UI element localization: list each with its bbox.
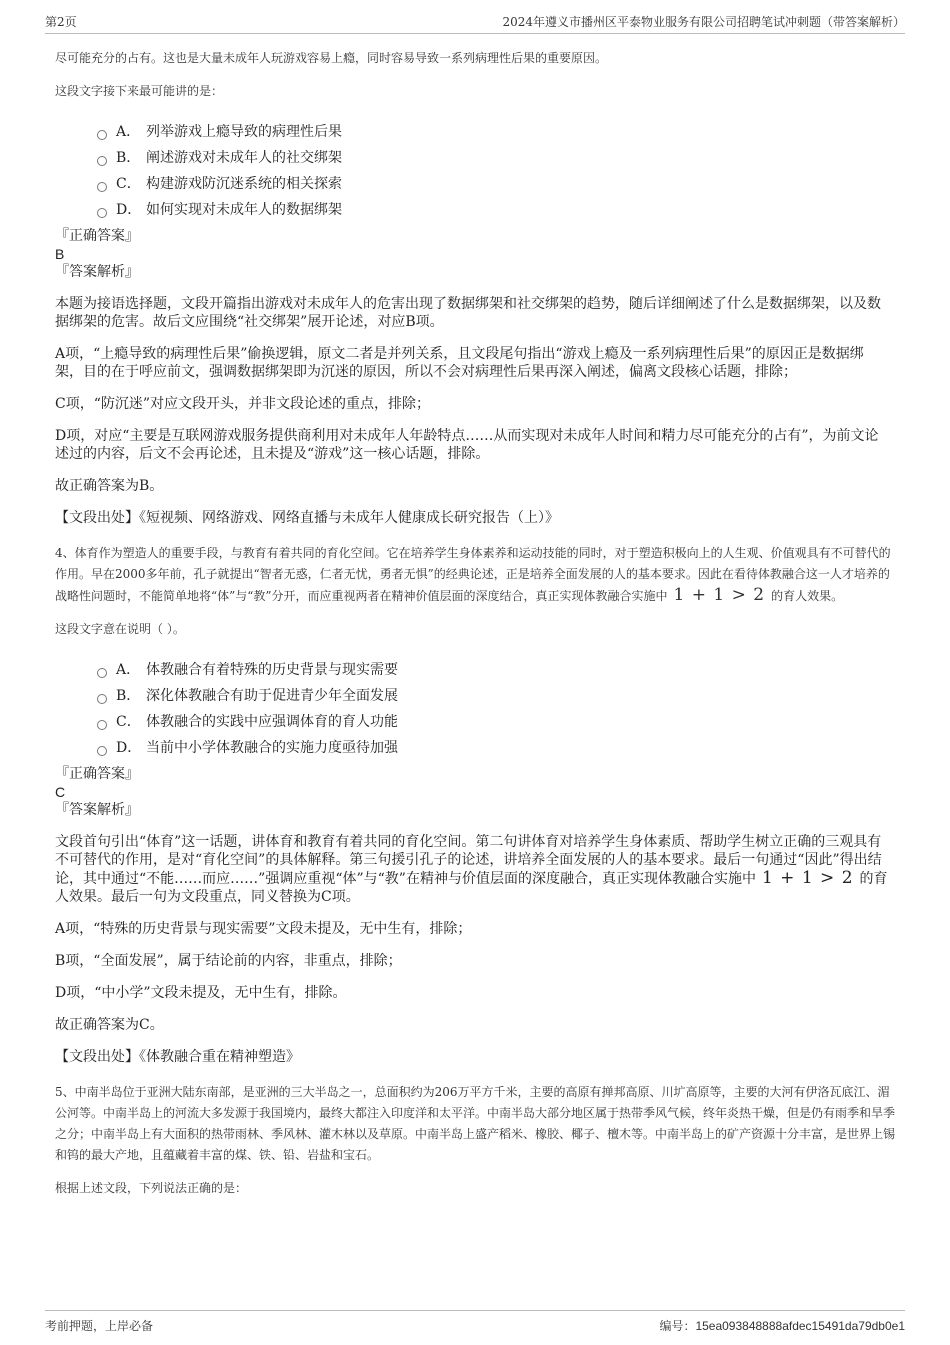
option-text: 体教融合有着特殊的历史背景与现实需要 — [146, 662, 398, 678]
option-text: 如何实现对未成年人的数据绑架 — [146, 202, 342, 218]
q3-option-d[interactable] — [97, 197, 900, 223]
q4-analysis-math-formula: 1 + 1 > 2 — [761, 868, 854, 888]
q4-analysis-text: 文段首句引出“体育”这一话题，讲体育和教育有着共同的育化空间。第二句讲体育对培养学生身体素质、帮助学生树立正确的三观具有不可替代的作用，是对“育化空间”的具体解释。第三句援引孔子的论述，讲培养全面发展的人的基本要求。最后一句通过“因此”得出结论，其中通过“不能……而应……”强调应重视“体”与“教”在精神与价值层面的深度融合，真正实现体教融合实施中 — [55, 834, 882, 887]
q3-analysis-para: 本题为接语选择题，文段开篇指出游戏对未成年人的危害出现了数据绑架和社交绑架的趋势，随后详细阐述了什么是数据绑架，以及数据绑架的危害。故后文应围绕“社交绑架”展开论述，对应B项。 — [55, 296, 881, 330]
option-letter: B． — [116, 688, 141, 704]
radio-icon[interactable] — [97, 208, 107, 218]
option-letter: D． — [116, 202, 142, 218]
document-id: 编号：15ea093848888afdec15491da79db0e1 — [659, 1319, 905, 1333]
radio-icon[interactable] — [97, 746, 107, 756]
option-text: 阐述游戏对未成年人的社交绑架 — [146, 150, 342, 166]
page-header — [45, 13, 905, 34]
q4-answer-label: 『正确答案』 — [55, 766, 139, 782]
q3-analysis-para: D项，对应“主要是互联网游戏服务提供商利用对未成年人年龄特点……从而实现对未成年人时间和精力尽可能充分的占有”，为前文论述过的内容，后文不会再论述，且未提及“游戏”这一核心话题，排除。 — [55, 428, 879, 462]
option-text: 深化体教融合有助于促进青少年全面发展 — [146, 688, 398, 704]
q4-passage-end: 的育人效果。 — [771, 589, 844, 603]
page-footer — [45, 1310, 905, 1333]
q4-analysis-text-end: 的育人效果。最后一句为文段重点，同义替换为C项。 — [55, 871, 888, 905]
q3-prompt: 这段文字接下来最可能讲的是： — [55, 84, 224, 98]
main-content — [55, 48, 900, 1216]
q4-analysis-para: B项，“全面发展”，属于结论前的内容，非重点，排除； — [55, 953, 402, 969]
q3-answer-label: 『正确答案』 — [55, 228, 139, 244]
q4-passage — [55, 543, 900, 607]
radio-icon[interactable] — [97, 668, 107, 678]
q4-analysis-para: 故正确答案为C。 — [55, 1017, 164, 1033]
q3-analysis-para: 故正确答案为B。 — [55, 478, 164, 494]
q4-option-c[interactable] — [97, 709, 900, 735]
q4-prompt: 这段文字意在说明（ ）。 — [55, 622, 185, 636]
option-letter: C． — [116, 176, 141, 192]
radio-icon[interactable] — [97, 130, 107, 140]
q3-answer: B — [55, 246, 65, 262]
q5-passage: 5、中南半岛位于亚洲大陆东南部，是亚洲的三大半岛之一，总面积约为206万平方千米，主要的高原有掸邦高原、川圹高原等，主要的大河有伊洛瓦底江、湄公河等。中南半岛上的河流大多发源于我国境内，最终大都注入印度洋和太平洋。中南半岛大部分地区属于热带季风气候，终年炎热干燥，但是仍有雨季和旱季之分；中南半岛上有大面积的热带雨林、季风林、灌木林以及草原。中南半岛上盛产稻米、橡胶、椰子、檀木等。中南半岛上的矿产资源十分丰富，是世界上锡和钨的最大产地，且蕴藏着丰富的煤、铁、铅、岩盐和宝石。 — [55, 1085, 896, 1162]
q4-option-a[interactable] — [97, 657, 900, 683]
q4-answer: C — [55, 784, 66, 800]
option-text: 体教融合的实践中应强调体育的育人功能 — [146, 714, 398, 730]
q3-option-b[interactable] — [97, 145, 900, 171]
q4-passage-text: 4、体育作为塑造人的重要手段，与教育有着共同的育化空间。它在培养学生身体素养和运动技能的同时，对于塑造积极向上的人生观、价值观具有不可替代的作用。早在2000多年前，孔子就提出“智者无惑，仁者无忧，勇者无惧”的经典论述，正是培养全面发展的人的基本要求。因此在看待体教融合这一人才培养的战略性问题时，不能简单地将“体”与“教”分开，而应重视两者在精神价值层面的深度结合，真正实现体教融合实施中 — [55, 546, 891, 603]
q4-option-b[interactable] — [97, 683, 900, 709]
q5-prompt: 根据上述文段，下列说法正确的是： — [55, 1181, 248, 1195]
document-title: 2024年遵义市播州区平泰物业服务有限公司招聘笔试冲刺题（带答案解析） — [502, 15, 905, 29]
q3-source: 【文段出处】《短视频、网络游戏、网络直播与未成年人健康成长研究报告（上）》 — [55, 510, 559, 526]
q4-analysis-para: D项，“中小学”文段未提及，无中生有，排除。 — [55, 985, 347, 1001]
q4-option-d[interactable] — [97, 735, 900, 761]
radio-icon[interactable] — [97, 156, 107, 166]
q3-analysis-label: 『答案解析』 — [55, 264, 139, 280]
option-letter: B． — [116, 150, 141, 166]
q3-analysis-para: C项，“防沉迷”对应文段开头，并非文段论述的重点，排除； — [55, 396, 431, 412]
option-letter: C． — [116, 714, 141, 730]
option-letter: A． — [116, 124, 141, 140]
option-letter: D． — [116, 740, 142, 756]
radio-icon[interactable] — [97, 694, 107, 704]
option-text: 当前中小学体教融合的实施力度亟待加强 — [146, 740, 398, 756]
q3-option-c[interactable] — [97, 171, 900, 197]
q4-analysis-para — [55, 833, 900, 906]
q3-option-a[interactable] — [97, 119, 900, 145]
radio-icon[interactable] — [97, 182, 107, 192]
option-letter: A． — [116, 662, 141, 678]
q4-analysis-label: 『答案解析』 — [55, 802, 139, 818]
q4-source: 【文段出处】《体教融合重在精神塑造》 — [55, 1049, 300, 1065]
option-text: 构建游戏防沉迷系统的相关探索 — [146, 176, 342, 192]
q4-analysis-para: A项，“特殊的历史背景与现实需要”文段未提及，无中生有，排除； — [55, 921, 472, 937]
radio-icon[interactable] — [97, 720, 107, 730]
q4-math-formula: 1 + 1 > 2 — [673, 585, 766, 605]
q3-analysis-para: A项，“上瘾导致的病理性后果”偷换逻辑，原文二者是并列关系，且文段尾句指出“游戏上瘾及一系列病理性后果”的原因正是数据绑架，目的在于呼应前文，强调数据绑架即为沉迷的原因，所以不会对病理性后果再深入阐述，偏离文段核心话题，排除； — [55, 346, 864, 380]
q3-options — [97, 119, 900, 223]
option-text: 列举游戏上瘾导致的病理性后果 — [146, 124, 342, 140]
q4-options — [97, 657, 900, 761]
footer-slogan: 考前押题，上岸必备 — [45, 1319, 154, 1333]
q3-passage-tail: 尽可能充分的占有。这也是大量未成年人玩游戏容易上瘾，同时容易导致一系列病理性后果的重要原因。 — [55, 51, 608, 65]
page-number: 第2页 — [45, 15, 77, 29]
